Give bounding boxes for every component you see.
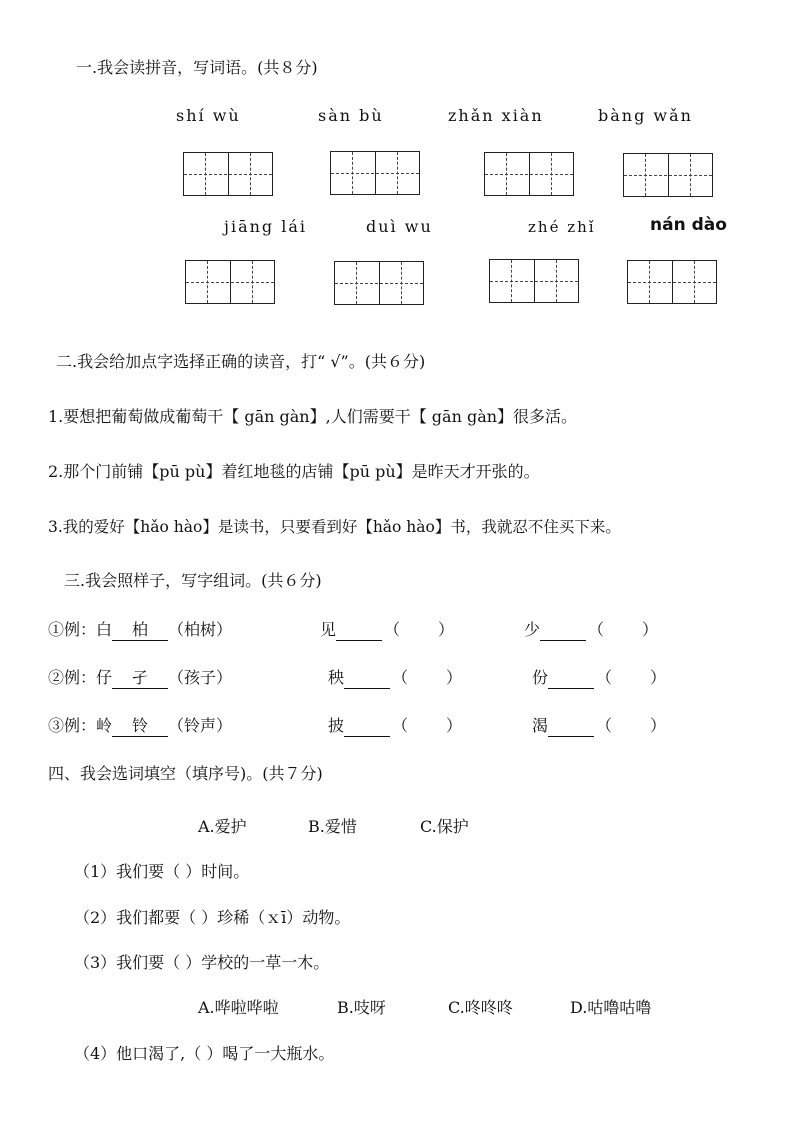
example-word: （柏树） [168,620,233,639]
option2-a: A.哗啦哗啦 [198,998,279,1017]
writing-grid-2[interactable] [330,151,420,195]
section2-question-2: 2.那个门前铺【pū pù】着红地毯的店铺【pū pù】是昨天才开张的。 [48,462,540,481]
writing-grid-6[interactable] [334,261,424,305]
option-b: B.爱惜 [308,817,357,836]
compose-item-3a [328,716,462,737]
compose-item-3b [532,716,666,737]
paren-close: ） [650,668,667,687]
compose-blank[interactable] [344,716,390,737]
paren-open: （ [392,716,409,735]
paren-open: （ [596,668,613,687]
paren-close: ） [446,716,463,735]
example-row-3 [48,716,232,737]
section4-title: 四、我会选词填空（填序号)。(共７分) [48,764,323,783]
writing-grid-7[interactable] [489,259,579,303]
paren-open: （ [384,620,401,639]
option-a: A.爱护 [198,817,247,836]
writing-grid-8[interactable] [627,260,717,304]
compose-blank[interactable] [548,668,594,689]
example-label: ③例：岭 [48,716,113,735]
section2-question-1: 1.要想把葡萄做成葡萄干【 gān gàn】,人们需要干【 gān gàn】很多活。 [48,407,578,426]
compose-char: 份 [532,668,549,687]
paren-close: ） [642,620,659,639]
example-answer: 铃 [112,716,168,737]
writing-grid-3[interactable] [484,152,574,196]
paren-close: ） [650,716,667,735]
option2-c: C.咚咚咚 [448,998,513,1017]
example-word: （铃声） [168,716,233,735]
pinyin-2: sàn bù [318,106,384,125]
option-c: C.保护 [420,817,469,836]
fill-question-3: （3）我们要（ ）学校的一草一木。 [74,953,330,972]
example-label: ①例：白 [48,620,113,639]
compose-char: 少 [524,620,541,639]
example-label: ②例：仔 [48,668,113,687]
fill-question-2: （2）我们都要（ ）珍稀（ｘī）动物。 [74,908,351,927]
compose-char: 秧 [328,668,345,687]
compose-blank[interactable] [344,668,390,689]
compose-char: 披 [328,716,345,735]
fill-question-1: （1）我们要（ ）时间。 [74,862,250,881]
example-word: （孩子） [168,668,233,687]
pinyin-5: jiāng lái [224,217,308,236]
pinyin-3: zhǎn xiàn [448,106,544,125]
example-answer: 柏 [112,620,168,641]
compose-item-2b [532,668,666,689]
example-row-2 [48,668,232,689]
compose-char: 渴 [532,716,549,735]
compose-item-1b [524,620,658,641]
pinyin-7: zhé zhǐ [528,218,596,236]
option2-b: B.吱呀 [337,998,386,1017]
writing-grid-4[interactable] [623,153,713,197]
writing-grid-5[interactable] [185,260,275,304]
example-row-1 [48,620,232,641]
pinyin-6: duì wu [366,217,433,236]
compose-char: 见 [320,620,337,639]
compose-blank[interactable] [548,716,594,737]
compose-item-1a [320,620,454,641]
section2-title: 二.我会给加点字选择正确的读音，打“ √”。(共６分) [56,352,426,371]
pinyin-1: shí wù [176,106,241,125]
pinyin-4: bàng wǎn [598,106,693,125]
option2-d: D.咕噜咕噜 [570,998,652,1017]
example-answer: 孑 [112,668,168,689]
compose-blank[interactable] [540,620,586,641]
paren-close: ） [438,620,455,639]
paren-open: （ [588,620,605,639]
paren-open: （ [596,716,613,735]
compose-item-2a [328,668,462,689]
compose-blank[interactable] [336,620,382,641]
paren-open: （ [392,668,409,687]
paren-close: ） [446,668,463,687]
fill-question-4: （4）他口渴了,（ ）喝了一大瓶水。 [74,1044,335,1063]
writing-grid-1[interactable] [183,152,273,196]
section3-title: 三.我会照样子，写字组词。(共６分) [64,571,322,590]
section1-title: 一.我会读拼音，写词语。(共８分) [76,58,318,77]
section2-question-3: 3.我的爱好【hǎo hào】是读书，只要看到好【hǎo hào】书，我就忍不住买下来。 [48,518,621,536]
pinyin-8: nán dào [650,215,727,235]
